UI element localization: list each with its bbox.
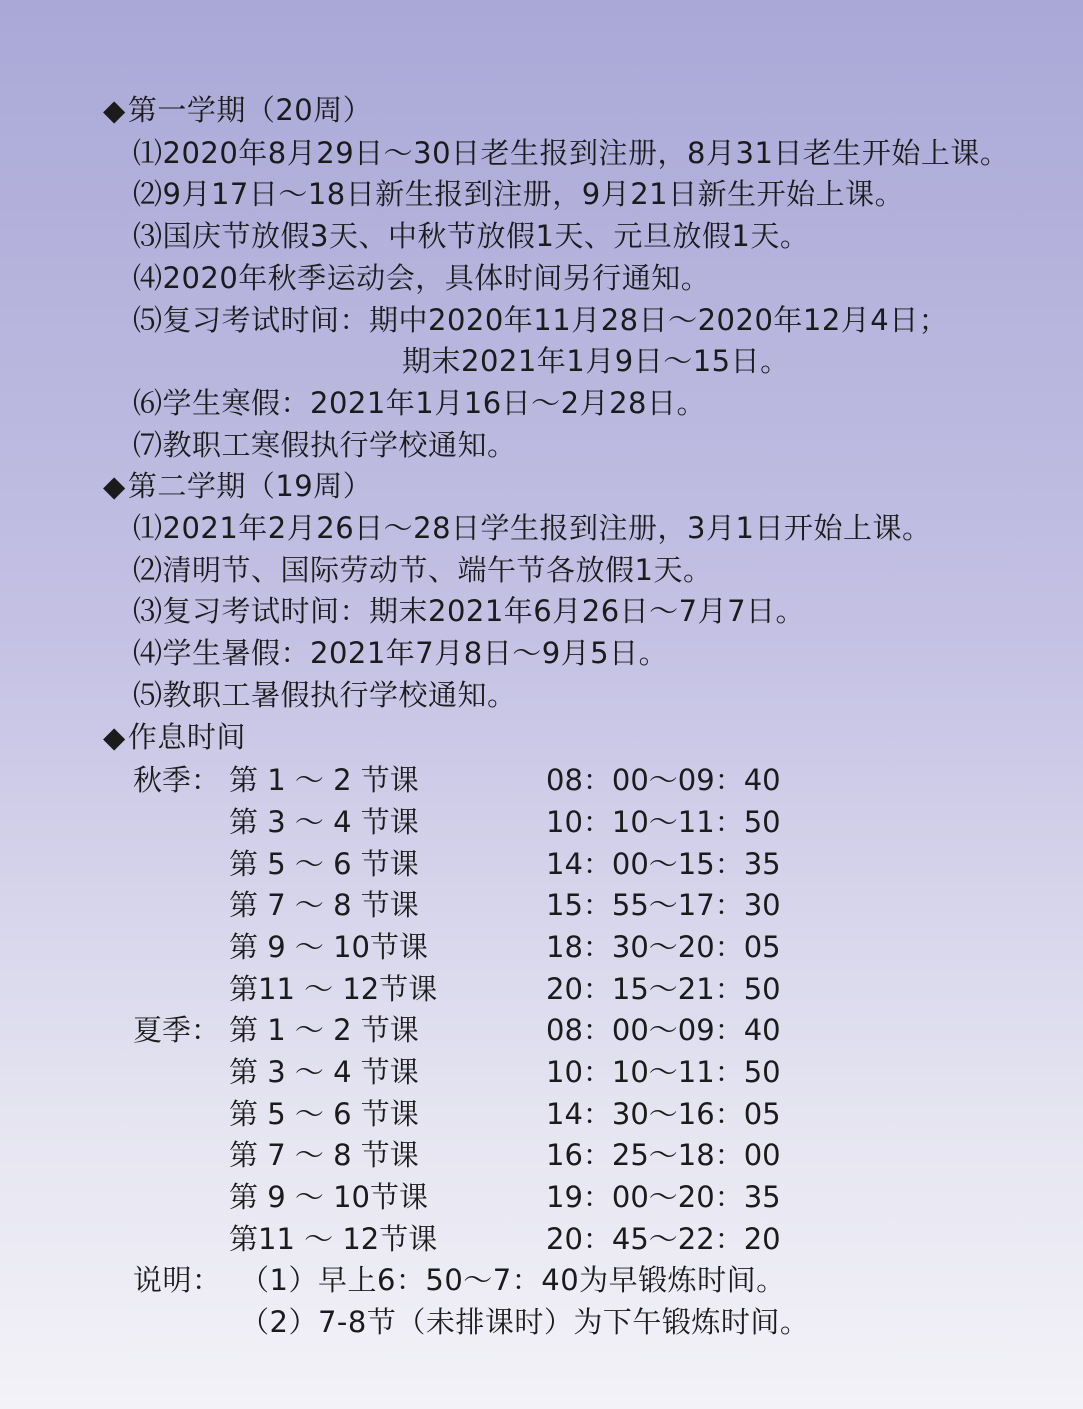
time-range: 15：55～17：30 [546, 888, 781, 922]
time-range: 10：10～11：50 [546, 1055, 781, 1089]
diamond-bullet-icon: ◆ [103, 720, 126, 754]
summer-row [0, 1054, 900, 1090]
semester1-item-4: ⑷2020年秋季运动会，具体时间另行通知。 [133, 261, 711, 295]
semester1-item-5: ⑸复习考试时间：期中2020年11月28日～2020年12月4日； [133, 303, 949, 337]
time-range: 10：10～11：50 [546, 805, 781, 839]
period-label: 第 3 ～ 4 节课 [229, 805, 419, 839]
period-label: 第 1 ～ 2 节课 [229, 763, 419, 797]
semester2-item-4: ⑷学生暑假：2021年7月8日～9月5日。 [133, 636, 669, 670]
semester1-item-7: ⑺教职工寒假执行学校通知。 [133, 428, 517, 462]
diamond-bullet-icon: ◆ [103, 469, 126, 503]
semester1-heading: ◆第一学期（20周） [103, 93, 373, 127]
period-label: 第 1 ～ 2 节课 [229, 1013, 419, 1047]
period-label: 第 9 ～ 10节课 [229, 1180, 429, 1214]
notes-label: 说明： [133, 1263, 222, 1297]
time-range: 08：00～09：40 [546, 763, 781, 797]
semester2-item-1: ⑴2021年2月26日～28日学生报到注册，3月1日开始上课。 [133, 511, 932, 545]
summer-row [0, 1179, 900, 1215]
time-range: 08：00～09：40 [546, 1013, 781, 1047]
summer-row [0, 1137, 900, 1173]
period-label: 第 7 ～ 8 节课 [229, 1138, 419, 1172]
time-range: 14：30～16：05 [546, 1097, 781, 1131]
semester1-item-6: ⑹学生寒假：2021年1月16日～2月28日。 [133, 386, 707, 420]
summer-row [0, 1012, 900, 1048]
autumn-row [0, 804, 900, 840]
time-range: 14：00～15：35 [546, 847, 781, 881]
semester2-item-2: ⑵清明节、国际劳动节、端午节各放假1天。 [133, 553, 713, 587]
semester1-item-2: ⑵9月17日～18日新生报到注册，9月21日新生开始上课。 [133, 177, 905, 211]
period-label: 第11 ～ 12节课 [229, 972, 438, 1006]
time-range: 20：45～22：20 [546, 1222, 781, 1256]
time-range: 20：15～21：50 [546, 972, 781, 1006]
note-item-2: （2）7-8节（未排课时）为下午锻炼时间。 [240, 1305, 810, 1339]
summer-row [0, 1096, 900, 1132]
summer-label: 夏季： [133, 1013, 221, 1047]
time-range: 16：25～18：00 [546, 1138, 781, 1172]
autumn-row [0, 887, 900, 923]
autumn-row [0, 846, 900, 882]
semester1-item-1: ⑴2020年8月29日～30日老生报到注册，8月31日老生开始上课。 [133, 136, 1010, 170]
summer-row [0, 1221, 900, 1257]
semester2-item-3: ⑶复习考试时间：期末2021年6月26日～7月7日。 [133, 594, 806, 628]
autumn-row [0, 971, 900, 1007]
autumn-row [0, 929, 900, 965]
autumn-label: 秋季： [133, 763, 221, 797]
autumn-row [0, 762, 900, 798]
note-item-1: （1）早上6：50～7：40为早锻炼时间。 [240, 1263, 786, 1297]
period-label: 第 5 ～ 6 节课 [229, 1097, 419, 1131]
period-label: 第11 ～ 12节课 [229, 1222, 438, 1256]
period-label: 第 3 ～ 4 节课 [229, 1055, 419, 1089]
semester2-item-5: ⑸教职工暑假执行学校通知。 [133, 678, 517, 712]
schedule-heading: ◆作息时间 [103, 720, 246, 754]
semester1-item-3: ⑶国庆节放假3天、中秋节放假1天、元旦放假1天。 [133, 219, 810, 253]
time-range: 18：30～20：05 [546, 930, 781, 964]
semester2-heading: ◆第二学期（19周） [103, 469, 373, 503]
period-label: 第 9 ～ 10节课 [229, 930, 429, 964]
semester1-item-5-continued: 期末2021年1月9日～15日。 [402, 344, 790, 378]
period-label: 第 7 ～ 8 节课 [229, 888, 419, 922]
period-label: 第 5 ～ 6 节课 [229, 847, 419, 881]
diamond-bullet-icon: ◆ [103, 93, 126, 127]
time-range: 19：00～20：35 [546, 1180, 781, 1214]
